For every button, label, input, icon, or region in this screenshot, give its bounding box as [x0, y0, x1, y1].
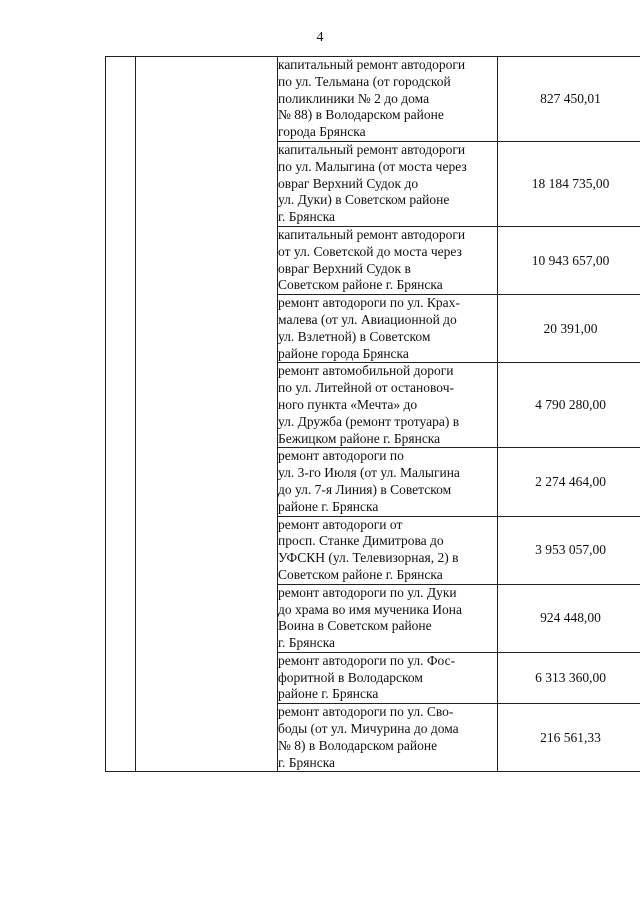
- work-description-cell: [278, 652, 498, 703]
- description-line: ул. Взлетной) в Советском: [278, 328, 431, 344]
- description-line: районе г. Брянска: [278, 498, 379, 514]
- description-line: малева (от ул. Авиационной до: [278, 311, 457, 327]
- description-line: по ул. Малыгина (от моста через: [278, 158, 467, 174]
- empty-cell-program: [136, 57, 278, 772]
- description-line: г. Брянска: [278, 209, 336, 225]
- work-description-cell: [278, 363, 498, 448]
- work-description-cell: [278, 584, 498, 652]
- empty-cell-num: [106, 57, 136, 772]
- description-line: поликлиники № 2 до дома: [278, 90, 430, 106]
- description-line: Советском районе г. Брянска: [278, 566, 443, 582]
- amount-cell: 20 391,00: [498, 295, 640, 363]
- work-description-cell: [278, 141, 498, 226]
- description-line: ремонт автодороги по ул. Крах-: [278, 295, 460, 311]
- description-line: овраг Верхний Судок в: [278, 260, 411, 276]
- table-row: [106, 57, 640, 142]
- amount-cell: 6 313 360,00: [498, 652, 640, 703]
- description-line: ул. 3-го Июля (от ул. Малыгина: [278, 465, 460, 481]
- description-line: районе города Брянска: [278, 345, 409, 361]
- description-line: овраг Верхний Судок до: [278, 175, 419, 191]
- description-line: ремонт автодороги по ул. Сво-: [278, 704, 454, 720]
- description-line: до храма во имя мученика Иона: [278, 601, 463, 617]
- description-line: ремонт автодороги по: [278, 448, 404, 464]
- description-line: ремонт автодороги от: [278, 516, 403, 532]
- amount-cell: 4 790 280,00: [498, 363, 640, 448]
- amount-cell: 18 184 735,00: [498, 141, 640, 226]
- budget-table: [105, 56, 640, 772]
- amount-cell: 3 953 057,00: [498, 516, 640, 584]
- amount-cell: 10 943 657,00: [498, 226, 640, 294]
- work-description-cell: [278, 226, 498, 294]
- description-line: боды (от ул. Мичурина до дома: [278, 721, 459, 737]
- page-number: 4: [316, 30, 324, 45]
- description-line: от ул. Советской до моста через: [278, 243, 462, 259]
- description-line: районе г. Брянска: [278, 686, 379, 702]
- description-line: ремонт автодороги по ул. Фос-: [278, 652, 456, 668]
- description-line: г. Брянска: [278, 754, 336, 770]
- work-description-cell: [278, 516, 498, 584]
- amount-cell: 2 274 464,00: [498, 448, 640, 516]
- work-description-cell: [278, 295, 498, 363]
- description-line: ул. Дуки) в Советском районе: [278, 192, 450, 208]
- description-line: форитной в Володарском: [278, 669, 423, 685]
- description-line: ного пункта «Мечта» до: [278, 396, 418, 412]
- description-line: по ул. Тельмана (от городской: [278, 73, 451, 89]
- description-line: ул. Дружба (ремонт тротуара) в: [278, 413, 460, 429]
- description-line: ремонт автодороги по ул. Дуки: [278, 584, 457, 600]
- amount-cell: 924 448,00: [498, 584, 640, 652]
- description-line: УФСКН (ул. Телевизорная, 2) в: [278, 550, 459, 566]
- description-line: № 88) в Володарском районе: [278, 107, 444, 123]
- description-line: капитальный ремонт автодороги: [278, 226, 466, 242]
- description-line: Воина в Советском районе: [278, 618, 432, 634]
- description-line: до ул. 7-я Линия) в Советском: [278, 481, 452, 497]
- amount-cell: 827 450,01: [498, 57, 640, 142]
- amount-cell: 216 561,33: [498, 704, 640, 772]
- description-line: города Брянска: [278, 124, 366, 140]
- table-body: [106, 57, 640, 772]
- description-line: ремонт автомобильной дороги: [278, 363, 454, 379]
- description-line: капитальный ремонт автодороги: [278, 57, 466, 72]
- description-line: г. Брянска: [278, 635, 336, 651]
- work-description-cell: [278, 448, 498, 516]
- work-description-cell: [278, 704, 498, 772]
- description-line: Бежицком районе г. Брянска: [278, 430, 441, 446]
- description-line: № 8) в Володарском районе: [278, 737, 438, 753]
- description-line: капитальный ремонт автодороги: [278, 141, 466, 157]
- description-line: Советском районе г. Брянска: [278, 277, 443, 293]
- work-description-cell: [278, 57, 498, 142]
- description-line: по ул. Литейной от остановоч-: [278, 380, 454, 396]
- description-line: просп. Станке Димитрова до: [278, 533, 444, 549]
